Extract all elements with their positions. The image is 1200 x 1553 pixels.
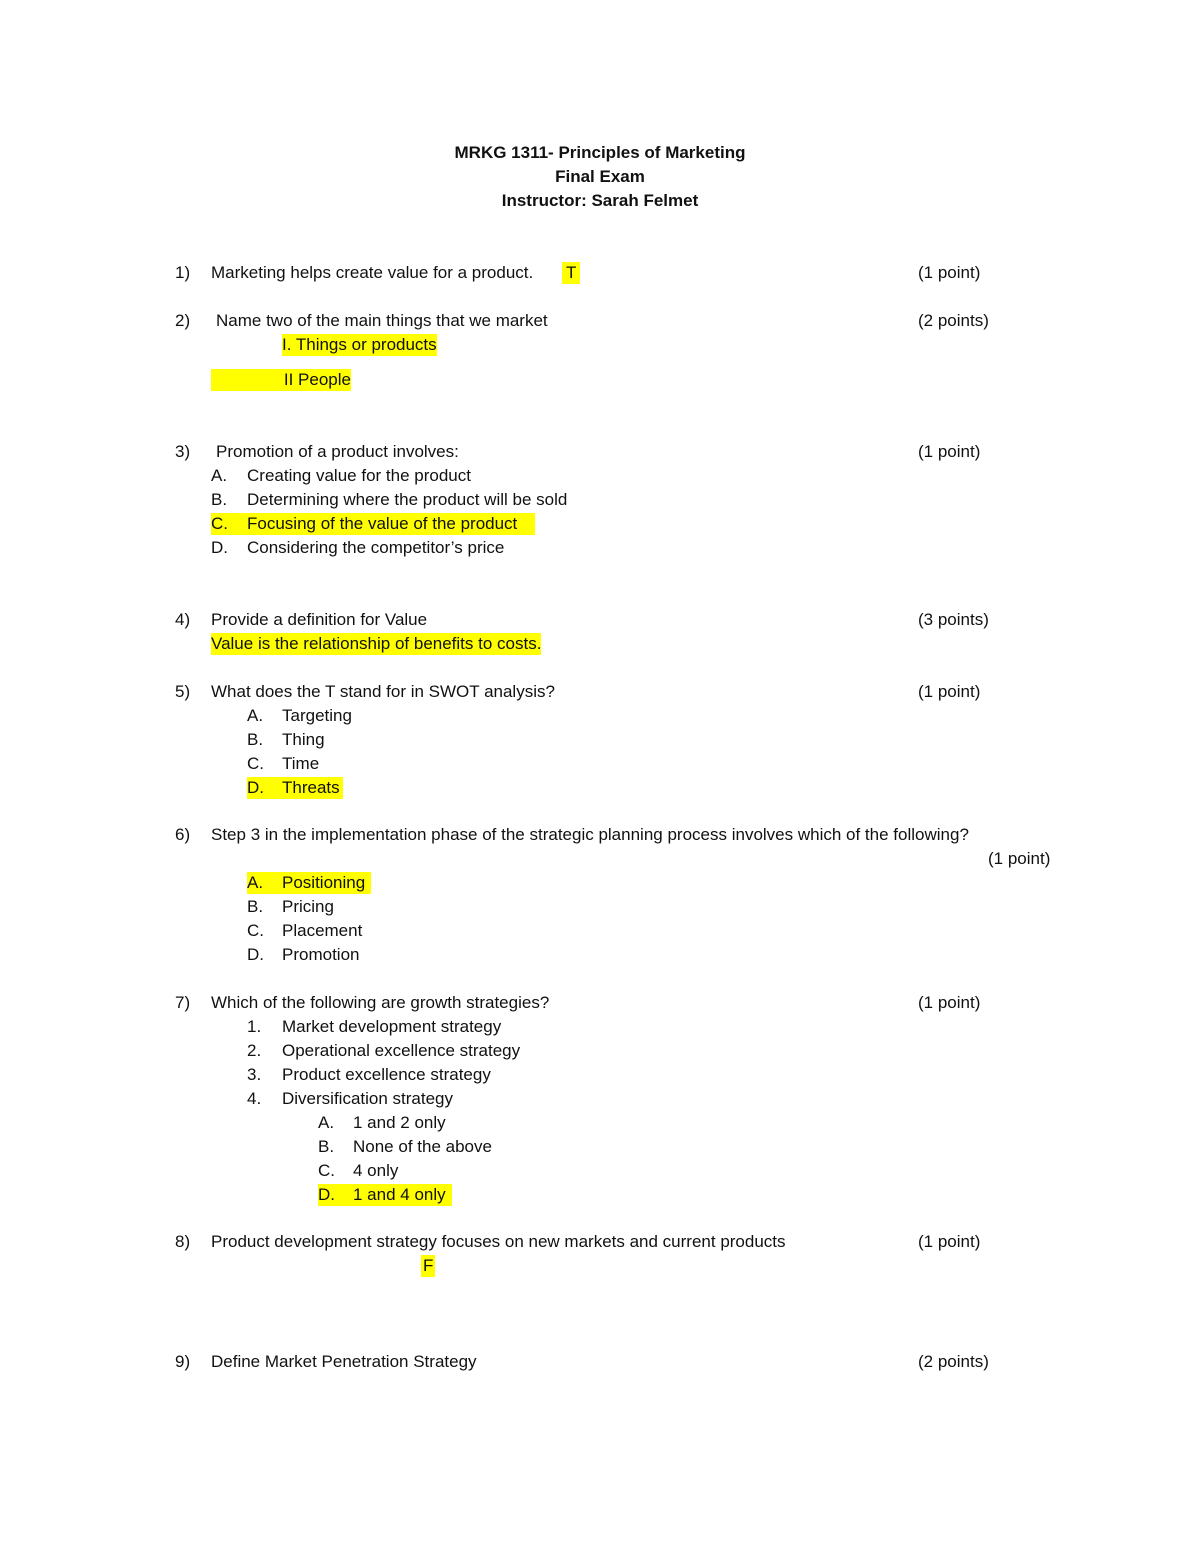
question-text: Provide a definition for Value bbox=[211, 610, 428, 629]
option-text: Positioning bbox=[282, 873, 366, 892]
question-points: (2 points) bbox=[918, 311, 989, 330]
option-letter: B. bbox=[247, 897, 264, 916]
option-text: 1 and 2 only bbox=[353, 1113, 446, 1132]
question-number: 1) bbox=[175, 263, 191, 282]
item-number: 2. bbox=[247, 1041, 262, 1060]
question-text: Product development strategy focuses on new markets and current products bbox=[211, 1232, 786, 1251]
option-text: Time bbox=[282, 754, 320, 773]
option-text: Considering the competitor’s price bbox=[247, 538, 505, 557]
answer-highlight: F bbox=[423, 1256, 434, 1275]
answer-highlight: T bbox=[562, 262, 580, 284]
question-points: (1 point) bbox=[918, 1232, 981, 1251]
question-text: Promotion of a product involves: bbox=[216, 442, 459, 461]
question-number: 2) bbox=[175, 311, 191, 330]
option-text: Focusing of the value of the product bbox=[247, 514, 518, 533]
question-points: (1 point) bbox=[918, 682, 981, 701]
option-text: 1 and 4 only bbox=[353, 1185, 446, 1204]
item-text: Product excellence strategy bbox=[282, 1065, 491, 1084]
option-text: Placement bbox=[282, 921, 363, 940]
option-letter: C. bbox=[211, 514, 228, 533]
answer-highlight: Value is the relationship of benefits to costs. bbox=[211, 634, 542, 653]
option-letter: D. bbox=[247, 945, 264, 964]
option-letter: D. bbox=[211, 538, 228, 557]
option-letter: A. bbox=[318, 1113, 335, 1132]
question-number: 6) bbox=[175, 825, 191, 844]
item-text: Diversification strategy bbox=[282, 1089, 454, 1108]
option-text: Pricing bbox=[282, 897, 334, 916]
item-text: Operational excellence strategy bbox=[282, 1041, 521, 1060]
question-number: 9) bbox=[175, 1352, 191, 1371]
question-text: Name two of the main things that we market bbox=[216, 311, 548, 330]
option-letter: D. bbox=[318, 1185, 335, 1204]
answer-highlight bbox=[318, 1184, 452, 1206]
option-letter: A. bbox=[211, 466, 228, 485]
option-letter: C. bbox=[247, 754, 264, 773]
answer-highlight: I. Things or products bbox=[282, 335, 437, 354]
option-letter: A. bbox=[247, 873, 264, 892]
option-text: None of the above bbox=[353, 1137, 492, 1156]
item-number: 3. bbox=[247, 1065, 262, 1084]
option-text: 4 only bbox=[353, 1161, 399, 1180]
option-letter: C. bbox=[247, 921, 264, 940]
question-text: Which of the following are growth strategies? bbox=[211, 993, 550, 1012]
option-letter: B. bbox=[247, 730, 264, 749]
option-letter: B. bbox=[211, 490, 228, 509]
exam-title: Final Exam bbox=[555, 167, 645, 186]
answer-highlight bbox=[247, 777, 343, 799]
item-number: 1. bbox=[247, 1017, 262, 1036]
option-letter: C. bbox=[318, 1161, 335, 1180]
question-number: 7) bbox=[175, 993, 191, 1012]
question-text: Define Market Penetration Strategy bbox=[211, 1352, 477, 1371]
question-points: (2 points) bbox=[918, 1352, 989, 1371]
option-text: Creating value for the product bbox=[247, 466, 471, 485]
instructor-line: Instructor: Sarah Felmet bbox=[501, 191, 699, 210]
course-title: MRKG 1311- Principles of Marketing bbox=[454, 143, 746, 162]
answer-highlight bbox=[211, 513, 535, 535]
option-letter: B. bbox=[318, 1137, 335, 1156]
question-points: (1 point) bbox=[918, 442, 981, 461]
question-number: 5) bbox=[175, 682, 191, 701]
option-letter: A. bbox=[247, 706, 264, 725]
option-text: Thing bbox=[282, 730, 325, 749]
question-points: (1 point) bbox=[918, 263, 981, 282]
item-number: 4. bbox=[247, 1089, 262, 1108]
question-points: (1 point) bbox=[988, 849, 1051, 868]
question-points: (3 points) bbox=[918, 610, 989, 629]
question-number: 8) bbox=[175, 1232, 191, 1251]
question-points: (1 point) bbox=[918, 993, 981, 1012]
question-text: Marketing helps create value for a product. bbox=[211, 263, 534, 282]
option-text: Targeting bbox=[282, 706, 352, 725]
option-text: Threats bbox=[282, 778, 340, 797]
question-text: What does the T stand for in SWOT analysis? bbox=[211, 682, 555, 701]
question-number: 4) bbox=[175, 610, 191, 629]
answer-highlight: II People bbox=[211, 369, 351, 391]
option-text: Promotion bbox=[282, 945, 360, 964]
question-text: Step 3 in the implementation phase of the strategic planning process involves which of the following? bbox=[211, 825, 969, 844]
question-number: 3) bbox=[175, 442, 191, 461]
answer-highlight bbox=[247, 872, 371, 894]
option-text: Determining where the product will be sold bbox=[247, 490, 568, 509]
item-text: Market development strategy bbox=[282, 1017, 502, 1036]
option-letter: D. bbox=[247, 778, 264, 797]
